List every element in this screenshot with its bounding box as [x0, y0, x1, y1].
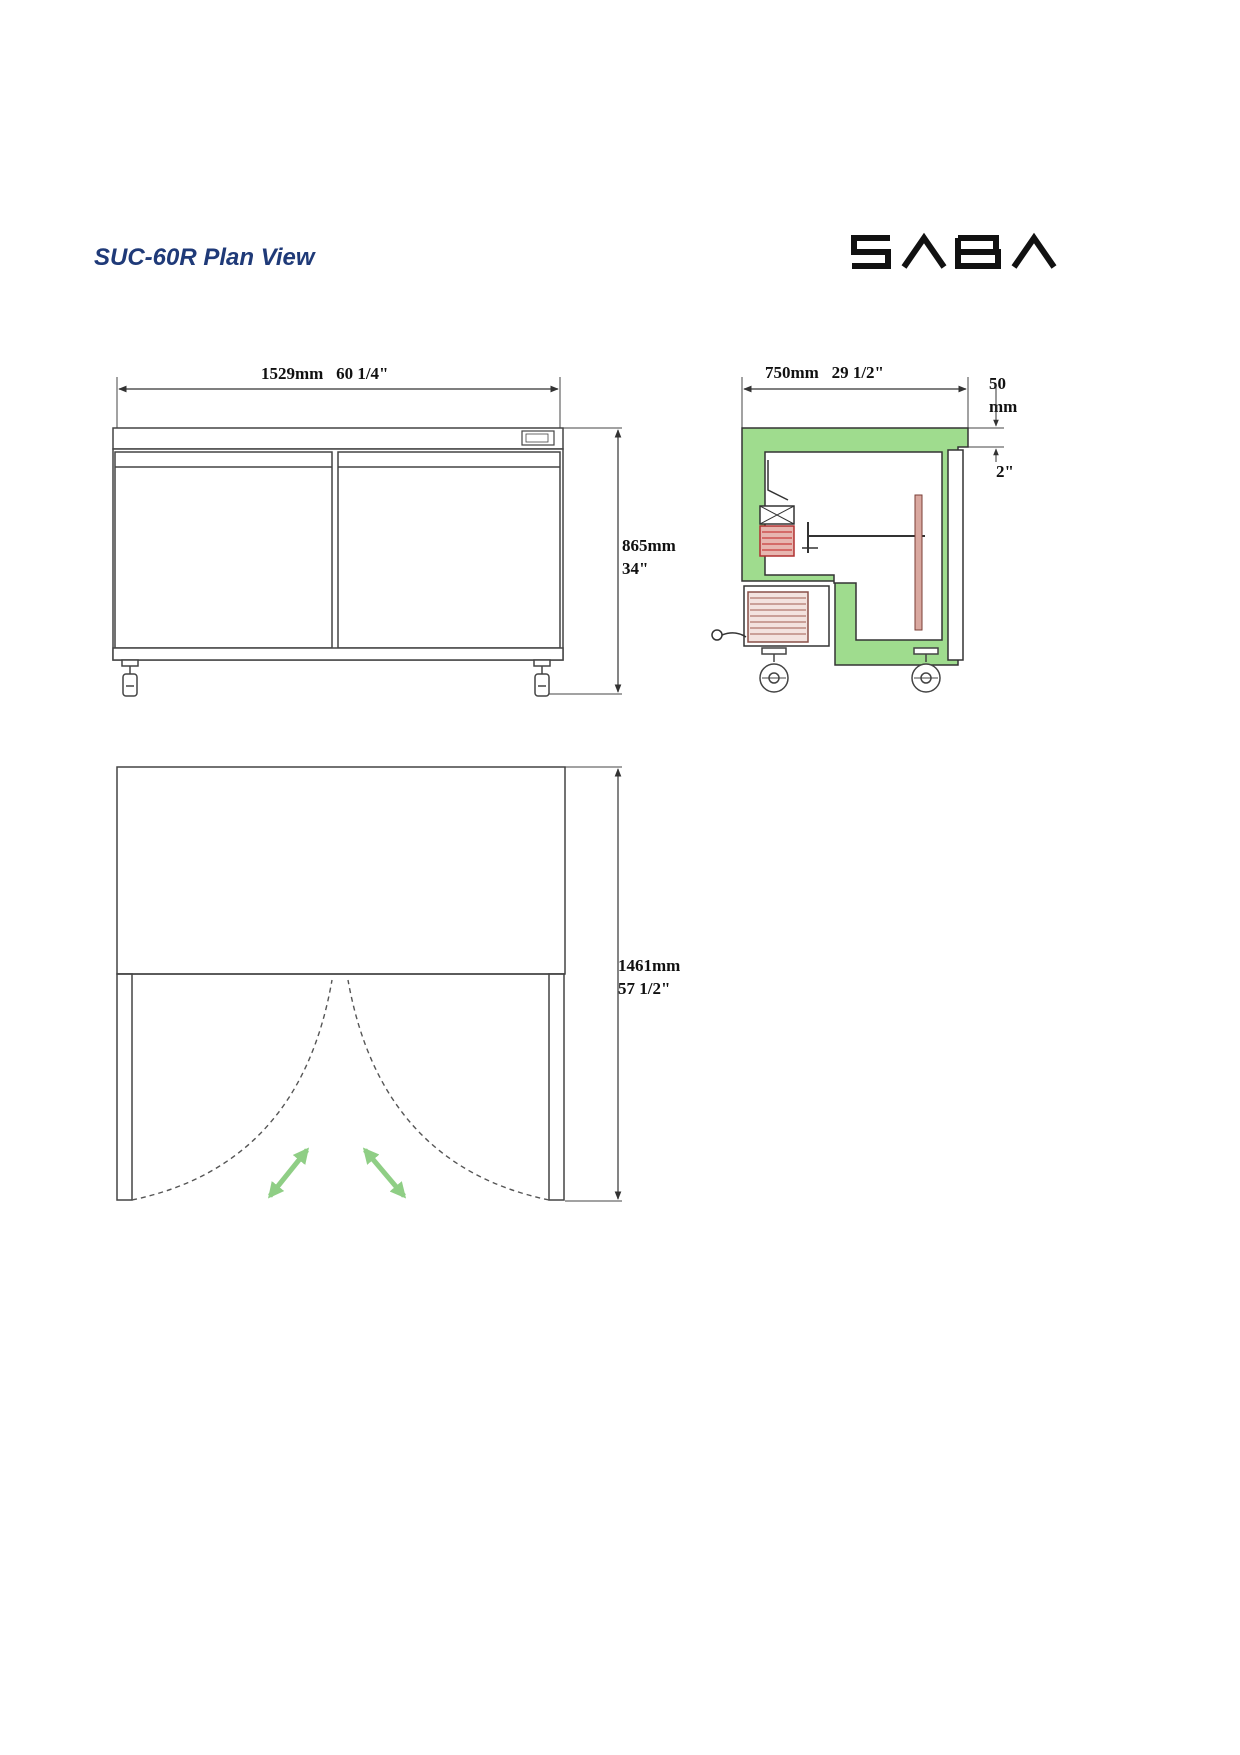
front-caster-left — [122, 660, 138, 696]
side-depth-mm: 750mm — [765, 363, 819, 382]
side-top-mm-value: 50 — [989, 374, 1006, 393]
front-width-mm: 1529mm — [261, 364, 324, 383]
door-swing-arrow-right — [365, 1150, 404, 1196]
front-caster-right — [534, 660, 550, 696]
front-door-left — [115, 452, 332, 648]
page-title: SUC-60R Plan View — [94, 244, 315, 271]
front-height-in: 34" — [622, 559, 649, 578]
top-door-right-open — [549, 974, 564, 1200]
door-swing-arrow-left — [270, 1150, 307, 1196]
front-view — [113, 377, 622, 696]
top-door-left-open — [117, 974, 132, 1200]
top-door-left-swing — [132, 980, 332, 1200]
side-caster-right — [912, 648, 940, 692]
shelf-pilaster — [915, 495, 922, 630]
side-top-mm-unit: mm — [989, 397, 1018, 416]
side-top-in: 2" — [996, 462, 1014, 481]
front-height-mm: 865mm — [622, 536, 676, 555]
front-width-in: 60 1/4" — [336, 364, 389, 383]
top-depth-in: 57 1/2" — [618, 979, 671, 998]
side-door — [948, 450, 963, 660]
evaporator-coil — [760, 526, 794, 556]
side-depth-in: 29 1/2" — [831, 363, 884, 382]
front-door-right — [338, 452, 560, 648]
front-worktop — [113, 428, 563, 449]
top-view — [117, 767, 622, 1201]
top-cabinet-outline — [117, 767, 565, 974]
side-view — [712, 377, 1004, 692]
side-caster-left — [760, 648, 788, 692]
top-depth-mm: 1461mm — [618, 956, 681, 975]
